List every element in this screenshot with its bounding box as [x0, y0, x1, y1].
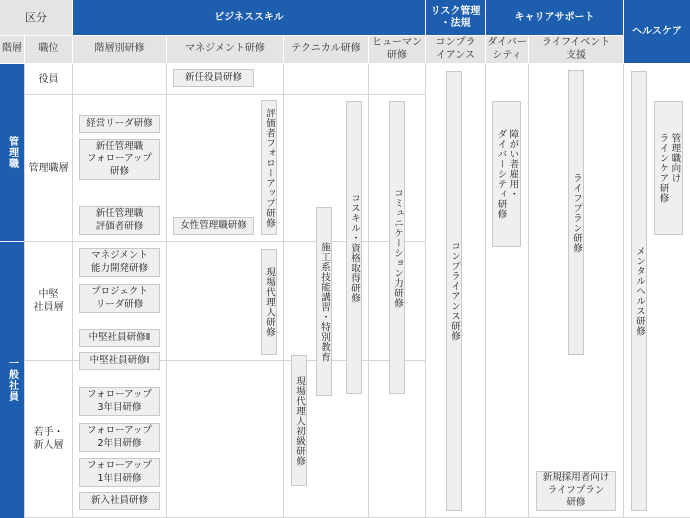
training-follow2: フォローアップ 2年目研修	[79, 423, 160, 452]
training-kanri-linecare: 管理職向け ラインケア研修	[654, 101, 683, 235]
training-mental-health: メンタルヘルス研修	[631, 71, 647, 511]
header-kubun: 区分	[0, 0, 72, 35]
training-chuken1: 中堅社員研修Ⅰ	[79, 352, 160, 370]
col-divider	[528, 64, 529, 518]
header-kaiso: 階層	[0, 36, 24, 63]
col-divider	[425, 64, 426, 518]
row-divider-kanri	[25, 241, 425, 242]
training-seko-gino: 施工系技能講習・特別教育	[316, 207, 332, 396]
header-health: ヘルスケア	[624, 0, 690, 63]
training-keiei-leader: 経営リーダ研修	[79, 115, 160, 133]
header-shokui: 職位	[25, 36, 72, 63]
row-divider-yakuin	[25, 94, 425, 95]
header-col-compliance: コンプラ イアンス	[426, 36, 485, 63]
layer-ippan: 一般社員	[0, 242, 24, 518]
training-hyokasha-follow: 評価者フォローアップ研修	[261, 100, 277, 235]
training-life-plan: ライフプラン研修	[568, 70, 584, 355]
col-divider	[166, 64, 167, 518]
training-shinnin-follow: 新任管理職 フォローアップ 研修	[79, 139, 160, 180]
layer-kanri: 管理職	[0, 64, 24, 241]
header-col-technical: テクニカル研修	[284, 36, 368, 63]
position-chuken: 中堅 社員層	[33, 289, 64, 313]
training-management-noryoku: マネジメント 能力開発研修	[79, 248, 160, 277]
col-divider	[623, 64, 624, 518]
training-follow3: フォローアップ 3年目研修	[79, 387, 160, 416]
header-col-diversity: ダイバー シティ	[486, 36, 528, 63]
training-chuken2: 中堅社員研修Ⅱ	[79, 329, 160, 347]
col-divider	[72, 64, 73, 518]
training-project-leader: プロジェクト リーダ研修	[79, 284, 160, 313]
training-skill-shikaku: コスキル・資格取得研修	[346, 101, 362, 394]
position-kanrisyoku: 管理職層	[28, 162, 69, 174]
header-col-human: ヒューマン 研修	[369, 36, 425, 63]
training-genba-shokyu: 現場代理人初級研修	[291, 355, 307, 486]
header-risk: リスク管理 ・法規	[426, 0, 485, 35]
training-josei-kanri: 女性管理職研修	[173, 217, 254, 235]
training-follow1: フォローアップ 1年目研修	[79, 458, 160, 487]
training-shinnin-hyoka: 新任管理職 評価者研修	[79, 206, 160, 235]
header-col-lifeevent: ライフイベント 支援	[529, 36, 623, 63]
col-divider	[368, 64, 369, 518]
col-divider	[283, 64, 284, 518]
col-divider	[485, 64, 486, 518]
header-career: キャリアサポート	[486, 0, 623, 35]
training-genba-dairi: 現場代理人研修	[261, 249, 277, 355]
header-business-skill: ビジネススキル	[73, 0, 425, 35]
training-communication: コミュニケーション力研修	[389, 101, 405, 394]
header-col-level: 階層別研修	[73, 36, 166, 63]
training-shinnin-yakuin: 新任役員研修	[173, 69, 254, 87]
position-yakuin: 役員	[38, 73, 59, 85]
header-col-management: マネジメント研修	[167, 36, 283, 63]
position-wakate: 若手・ 新人層	[33, 427, 64, 451]
training-shinnyu: 新入社員研修	[79, 492, 160, 510]
training-compliance: コンプライアンス研修	[446, 71, 462, 511]
training-shogai: 障がい者雇用・ ダイバーシティ研修	[492, 101, 521, 247]
training-shinsotsu-life: 新規採用者向け ライフプラン 研修	[536, 471, 616, 511]
